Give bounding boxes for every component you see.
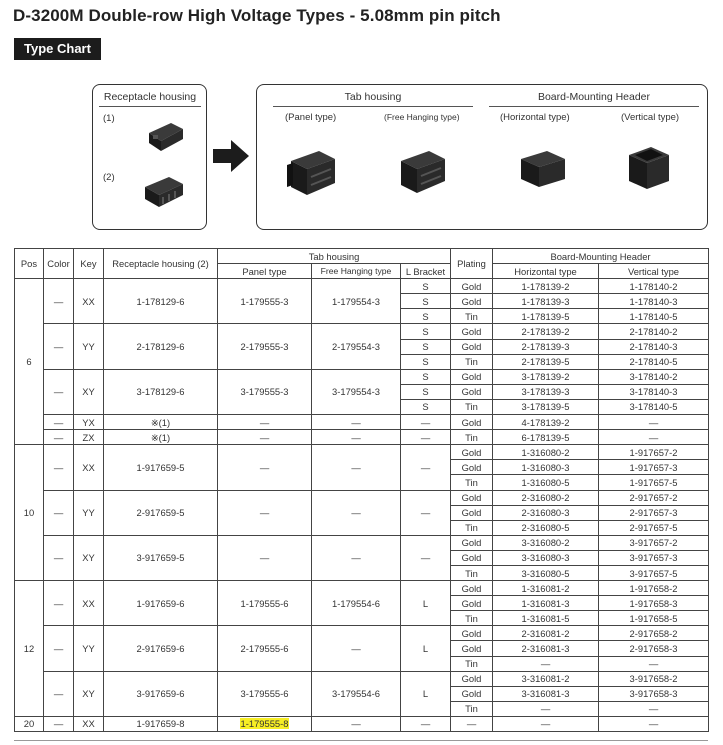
page-title: D-3200M Double-row High Voltage Types - 5.08mm pin pitch bbox=[13, 6, 501, 25]
cell-horizontal: — bbox=[493, 656, 599, 671]
free-hanging-tab-housing-image bbox=[395, 147, 449, 197]
cell-vertical: 2-917658-3 bbox=[599, 641, 709, 656]
cell-l-bracket: — bbox=[401, 716, 451, 731]
receptacle-housing-title: Receptacle housing bbox=[99, 91, 201, 107]
cell-panel-type: 2-179555-6 bbox=[218, 626, 312, 671]
cell-vertical: 2-178140-3 bbox=[599, 339, 709, 354]
header-vertical: Vertical type bbox=[599, 264, 709, 279]
cell-key: YY bbox=[74, 324, 104, 369]
cell-receptacle: 1-917659-6 bbox=[104, 581, 218, 626]
cell-plating: Gold bbox=[451, 626, 493, 641]
header-free-hanging: Free Hanging type bbox=[312, 264, 401, 279]
cell-horizontal: 3-316080-5 bbox=[493, 565, 599, 580]
table-row bbox=[15, 626, 709, 641]
vertical-header-image bbox=[625, 145, 673, 191]
cell-color: — bbox=[44, 716, 74, 731]
cell-color: — bbox=[44, 535, 74, 580]
cell-plating: Gold bbox=[451, 641, 493, 656]
panel-type-label: (Panel type) bbox=[285, 112, 337, 123]
cell-color: — bbox=[44, 430, 74, 445]
cell-plating: Gold bbox=[451, 445, 493, 460]
table-row bbox=[15, 279, 709, 294]
cell-horizontal: 1-178139-5 bbox=[493, 309, 599, 324]
cell-horizontal: 1-316080-3 bbox=[493, 460, 599, 475]
bottom-divider bbox=[14, 740, 708, 741]
highlighted-part-number: 1-179555-8 bbox=[240, 718, 289, 730]
cell-plating: Gold bbox=[451, 550, 493, 565]
cell-vertical: 3-178140-5 bbox=[599, 399, 709, 414]
cell-panel-type: 3-179555-3 bbox=[218, 369, 312, 414]
cell-horizontal: 3-316080-3 bbox=[493, 550, 599, 565]
cell-l-bracket: L bbox=[401, 626, 451, 671]
cell-horizontal: — bbox=[493, 701, 599, 716]
cell-panel-type: — bbox=[218, 445, 312, 490]
type-chart-badge: Type Chart bbox=[14, 38, 101, 60]
header-plating: Plating bbox=[451, 249, 493, 279]
cell-vertical: 2-917657-2 bbox=[599, 490, 709, 505]
cell-plating: Gold bbox=[451, 505, 493, 520]
cell-vertical: 2-178140-2 bbox=[599, 324, 709, 339]
cell-plating: Tin bbox=[451, 701, 493, 716]
receptacle-housing-box bbox=[92, 84, 207, 230]
cell-key: YY bbox=[74, 626, 104, 671]
vertical-type-label: (Vertical type) bbox=[621, 112, 680, 123]
table-row bbox=[15, 324, 709, 339]
cell-horizontal: — bbox=[493, 716, 599, 731]
cell-plating: Tin bbox=[451, 656, 493, 671]
table-row bbox=[15, 671, 709, 686]
cell-plating: Gold bbox=[451, 686, 493, 701]
cell-plating: Tin bbox=[451, 309, 493, 324]
horizontal-type-label: (Horizontal type) bbox=[500, 112, 570, 123]
cell-horizontal: 3-316081-2 bbox=[493, 671, 599, 686]
cell-l-bracket: L bbox=[401, 581, 451, 626]
cell-vertical: 3-917657-5 bbox=[599, 565, 709, 580]
cell-pos: 12 bbox=[15, 581, 44, 717]
cell-horizontal: 6-178139-5 bbox=[493, 430, 599, 445]
cell-plating: Gold bbox=[451, 581, 493, 596]
tab-housing-title: Tab housing bbox=[273, 91, 473, 107]
cell-vertical: — bbox=[599, 656, 709, 671]
header-board-mounting: Board-Mounting Header bbox=[493, 249, 709, 264]
cell-plating: — bbox=[451, 716, 493, 731]
cell-vertical: 1-917657-3 bbox=[599, 460, 709, 475]
cell-horizontal: 2-316080-2 bbox=[493, 490, 599, 505]
cell-horizontal: 1-178139-2 bbox=[493, 279, 599, 294]
cell-horizontal: 2-178139-5 bbox=[493, 354, 599, 369]
cell-color: — bbox=[44, 279, 74, 324]
cell-l-bracket: — bbox=[401, 445, 451, 490]
header-panel-type: Panel type bbox=[218, 264, 312, 279]
cell-plating: Gold bbox=[451, 535, 493, 550]
cell-plating: Tin bbox=[451, 475, 493, 490]
free-hanging-type-label: (Free Hanging type) bbox=[384, 112, 460, 122]
cell-l-bracket: S bbox=[401, 279, 451, 294]
cell-free-hanging: — bbox=[312, 445, 401, 490]
cell-plating: Gold bbox=[451, 415, 493, 430]
cell-horizontal: 3-178139-5 bbox=[493, 399, 599, 414]
cell-free-hanging: 1-179554-3 bbox=[312, 279, 401, 324]
cell-panel-type: — bbox=[218, 490, 312, 535]
cell-horizontal: 2-178139-2 bbox=[493, 324, 599, 339]
header-key: Key bbox=[74, 249, 104, 279]
table-row bbox=[15, 430, 709, 445]
cell-horizontal: 1-316081-3 bbox=[493, 596, 599, 611]
cell-vertical: 2-917657-3 bbox=[599, 505, 709, 520]
cell-vertical: 1-178140-3 bbox=[599, 294, 709, 309]
arrow-right-icon bbox=[213, 140, 249, 172]
cell-horizontal: 3-178139-2 bbox=[493, 369, 599, 384]
cell-l-bracket: S bbox=[401, 369, 451, 384]
receptacle-item-1-label: (1) bbox=[103, 113, 115, 124]
cell-key: XX bbox=[74, 581, 104, 626]
cell-color: — bbox=[44, 415, 74, 430]
cell-l-bracket: L bbox=[401, 671, 451, 716]
cell-l-bracket: S bbox=[401, 324, 451, 339]
cell-color: — bbox=[44, 490, 74, 535]
receptacle-item-2-label: (2) bbox=[103, 172, 115, 183]
cell-color: — bbox=[44, 581, 74, 626]
cell-l-bracket: S bbox=[401, 339, 451, 354]
cell-receptacle: 1-178129-6 bbox=[104, 279, 218, 324]
cell-plating: Gold bbox=[451, 384, 493, 399]
cell-l-bracket: — bbox=[401, 490, 451, 535]
header-receptacle: Receptacle housing (2) bbox=[104, 249, 218, 279]
cell-horizontal: 1-316081-5 bbox=[493, 611, 599, 626]
cell-key: XY bbox=[74, 671, 104, 716]
cell-key: YY bbox=[74, 490, 104, 535]
header-pos: Pos bbox=[15, 249, 44, 279]
cell-horizontal: 2-316080-3 bbox=[493, 505, 599, 520]
cell-receptacle: 1-917659-8 bbox=[104, 716, 218, 731]
cell-plating: Tin bbox=[451, 611, 493, 626]
horizontal-header-image bbox=[515, 147, 569, 189]
header-color: Color bbox=[44, 249, 74, 279]
table-row bbox=[15, 716, 709, 731]
board-mounting-header-title: Board-Mounting Header bbox=[489, 91, 699, 107]
panel-type-tab-housing-image bbox=[285, 147, 339, 197]
cell-l-bracket: S bbox=[401, 384, 451, 399]
cell-receptacle: 2-917659-5 bbox=[104, 490, 218, 535]
cell-horizontal: 1-316080-5 bbox=[493, 475, 599, 490]
cell-receptacle: 3-917659-5 bbox=[104, 535, 218, 580]
cell-free-hanging: 3-179554-3 bbox=[312, 369, 401, 414]
cell-vertical: 1-917657-5 bbox=[599, 475, 709, 490]
cell-plating: Gold bbox=[451, 490, 493, 505]
cell-horizontal: 1-178139-3 bbox=[493, 294, 599, 309]
cell-plating: Tin bbox=[451, 520, 493, 535]
cell-vertical: 3-917658-2 bbox=[599, 671, 709, 686]
cell-color: — bbox=[44, 671, 74, 716]
cell-vertical: — bbox=[599, 430, 709, 445]
cell-color: — bbox=[44, 445, 74, 490]
cell-vertical: 1-917658-3 bbox=[599, 596, 709, 611]
table-row bbox=[15, 535, 709, 550]
cell-vertical: 3-917657-3 bbox=[599, 550, 709, 565]
cell-panel-type bbox=[218, 716, 312, 731]
cell-vertical: 3-178140-3 bbox=[599, 384, 709, 399]
table-row bbox=[15, 445, 709, 460]
cell-receptacle: 3-178129-6 bbox=[104, 369, 218, 414]
cell-horizontal: 2-316081-2 bbox=[493, 626, 599, 641]
cell-l-bracket: — bbox=[401, 535, 451, 580]
cell-vertical: 3-917658-3 bbox=[599, 686, 709, 701]
cell-receptacle: 2-917659-6 bbox=[104, 626, 218, 671]
cell-color: — bbox=[44, 626, 74, 671]
cell-vertical: 2-178140-5 bbox=[599, 354, 709, 369]
table-row bbox=[15, 581, 709, 596]
cell-free-hanging: — bbox=[312, 430, 401, 445]
cell-free-hanging: — bbox=[312, 626, 401, 671]
cell-vertical: 1-917657-2 bbox=[599, 445, 709, 460]
type-chart-table bbox=[14, 248, 709, 732]
cell-plating: Gold bbox=[451, 369, 493, 384]
cell-panel-type: 3-179555-6 bbox=[218, 671, 312, 716]
table-row bbox=[15, 490, 709, 505]
cell-free-hanging: — bbox=[312, 490, 401, 535]
cell-free-hanging: — bbox=[312, 716, 401, 731]
cell-panel-type: — bbox=[218, 535, 312, 580]
cell-receptacle: ※(1) bbox=[104, 430, 218, 445]
cell-key: XX bbox=[74, 445, 104, 490]
cell-receptacle: ※(1) bbox=[104, 415, 218, 430]
cell-key: XY bbox=[74, 535, 104, 580]
cell-plating: Gold bbox=[451, 596, 493, 611]
cell-plating: Gold bbox=[451, 460, 493, 475]
cell-free-hanging: — bbox=[312, 535, 401, 580]
cell-horizontal: 2-316081-3 bbox=[493, 641, 599, 656]
cell-pos: 6 bbox=[15, 279, 44, 445]
cell-horizontal: 1-316081-2 bbox=[493, 581, 599, 596]
header-horizontal: Horizontal type bbox=[493, 264, 599, 279]
cell-horizontal: 2-316080-5 bbox=[493, 520, 599, 535]
cell-horizontal: 1-316080-2 bbox=[493, 445, 599, 460]
cell-l-bracket: S bbox=[401, 309, 451, 324]
cell-vertical: 2-917657-5 bbox=[599, 520, 709, 535]
tab-and-header-box bbox=[256, 84, 708, 230]
cell-panel-type: 1-179555-6 bbox=[218, 581, 312, 626]
cell-vertical: 1-178140-2 bbox=[599, 279, 709, 294]
receptacle-housing-1-image bbox=[145, 119, 185, 153]
cell-color: — bbox=[44, 369, 74, 414]
cell-horizontal: 3-316080-2 bbox=[493, 535, 599, 550]
cell-key: XY bbox=[74, 369, 104, 414]
cell-free-hanging: — bbox=[312, 415, 401, 430]
cell-plating: Gold bbox=[451, 339, 493, 354]
cell-free-hanging: 2-179554-3 bbox=[312, 324, 401, 369]
cell-vertical: 3-917657-2 bbox=[599, 535, 709, 550]
cell-key: XX bbox=[74, 279, 104, 324]
cell-color: — bbox=[44, 324, 74, 369]
cell-l-bracket: S bbox=[401, 294, 451, 309]
cell-receptacle: 3-917659-6 bbox=[104, 671, 218, 716]
cell-vertical: — bbox=[599, 701, 709, 716]
cell-pos: 20 bbox=[15, 716, 44, 731]
cell-plating: Tin bbox=[451, 354, 493, 369]
cell-panel-type: — bbox=[218, 430, 312, 445]
cell-vertical: 1-917658-2 bbox=[599, 581, 709, 596]
cell-plating: Gold bbox=[451, 671, 493, 686]
cell-vertical: 1-917658-5 bbox=[599, 611, 709, 626]
cell-plating: Gold bbox=[451, 294, 493, 309]
cell-panel-type: 2-179555-3 bbox=[218, 324, 312, 369]
cell-panel-type: 1-179555-3 bbox=[218, 279, 312, 324]
cell-vertical: 3-178140-2 bbox=[599, 369, 709, 384]
header-l-bracket: L Bracket bbox=[401, 264, 451, 279]
cell-receptacle: 2-178129-6 bbox=[104, 324, 218, 369]
cell-key: ZX bbox=[74, 430, 104, 445]
cell-horizontal: 3-316081-3 bbox=[493, 686, 599, 701]
cell-l-bracket: S bbox=[401, 399, 451, 414]
cell-key: YX bbox=[74, 415, 104, 430]
cell-plating: Gold bbox=[451, 324, 493, 339]
cell-horizontal: 3-178139-3 bbox=[493, 384, 599, 399]
cell-l-bracket: — bbox=[401, 430, 451, 445]
cell-l-bracket: S bbox=[401, 354, 451, 369]
cell-receptacle: 1-917659-5 bbox=[104, 445, 218, 490]
receptacle-housing-2-image bbox=[141, 173, 185, 209]
cell-vertical: 1-178140-5 bbox=[599, 309, 709, 324]
cell-panel-type: — bbox=[218, 415, 312, 430]
cell-horizontal: 2-178139-3 bbox=[493, 339, 599, 354]
cell-pos: 10 bbox=[15, 445, 44, 581]
cell-vertical: — bbox=[599, 716, 709, 731]
cell-plating: Tin bbox=[451, 430, 493, 445]
cell-key: XX bbox=[74, 716, 104, 731]
cell-vertical: — bbox=[599, 415, 709, 430]
cell-plating: Tin bbox=[451, 565, 493, 580]
cell-l-bracket: — bbox=[401, 415, 451, 430]
cell-plating: Gold bbox=[451, 279, 493, 294]
table-row bbox=[15, 415, 709, 430]
cell-free-hanging: 3-179554-6 bbox=[312, 671, 401, 716]
cell-free-hanging: 1-179554-6 bbox=[312, 581, 401, 626]
cell-vertical: 2-917658-2 bbox=[599, 626, 709, 641]
table-row bbox=[15, 369, 709, 384]
cell-plating: Tin bbox=[451, 399, 493, 414]
header-tab-housing: Tab housing bbox=[218, 249, 451, 264]
cell-horizontal: 4-178139-2 bbox=[493, 415, 599, 430]
